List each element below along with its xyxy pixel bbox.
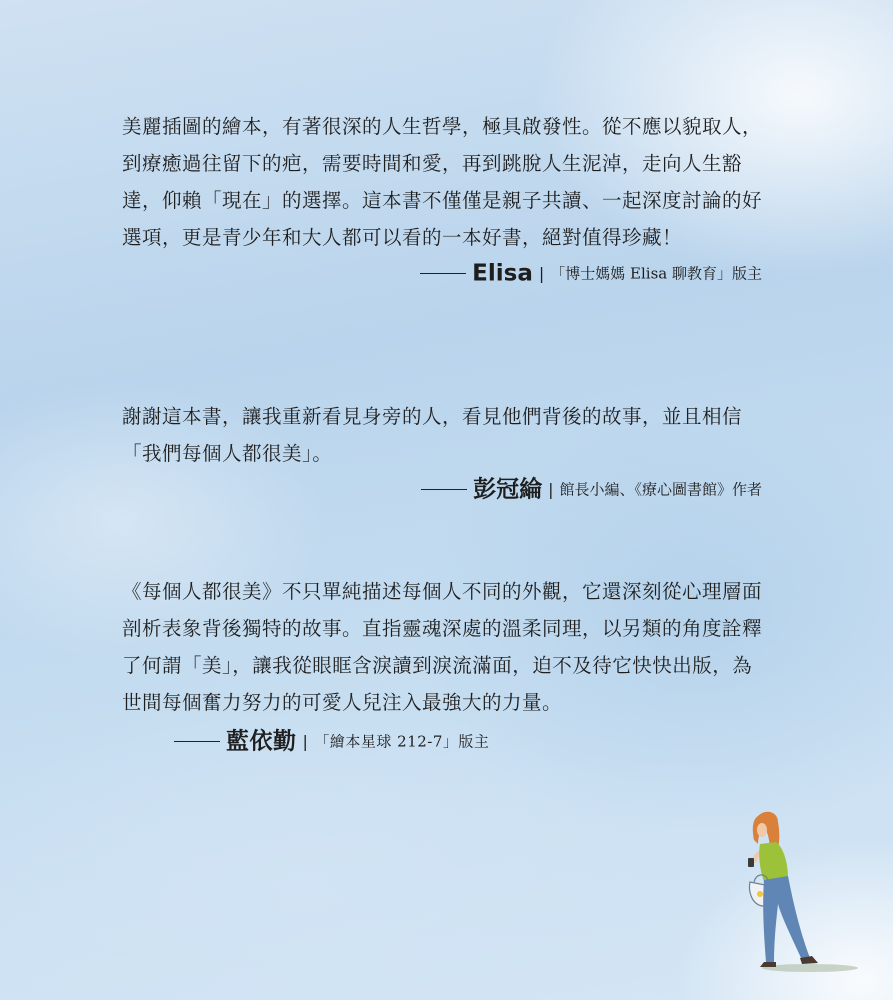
endorsement-quote-3 <box>122 573 762 758</box>
jeans-shape <box>763 876 810 962</box>
em-dash-line <box>420 273 466 274</box>
quote-attribution <box>174 728 490 755</box>
quote-attribution <box>122 474 762 505</box>
shirt-shape <box>759 842 788 882</box>
phone-shape <box>748 858 754 867</box>
attribution-separator: | <box>538 263 545 283</box>
endorser-name: 彭冠綸 <box>473 476 543 503</box>
endorser-role: 「繪本星球 212-7」版主 <box>314 732 490 751</box>
bag-pattern <box>757 891 763 897</box>
attribution-separator: | <box>302 731 309 751</box>
attribution-separator: | <box>548 479 554 499</box>
left-shoe <box>760 962 776 967</box>
walking-girl-illustration <box>730 808 870 993</box>
endorser-name: Elisa <box>472 260 533 287</box>
endorser-name: 藍依勤 <box>226 728 297 755</box>
ground-shadow <box>762 964 858 972</box>
quote-text: 謝謝這本書，讓我重新看見身旁的人，看見他們背後的故事，並且相信「我們每個人都很美」。 <box>122 405 743 465</box>
face-shape <box>757 823 767 837</box>
endorsement-quote-2 <box>122 398 762 505</box>
endorser-role: 「博士媽媽 Elisa 聊教育」版主 <box>550 264 762 283</box>
endorser-role: 館長小編、《療心圖書館》作者 <box>559 480 762 499</box>
em-dash-line <box>421 489 467 490</box>
endorsement-quote-1 <box>122 108 762 289</box>
quote-attribution <box>122 258 762 289</box>
em-dash-line <box>174 741 220 742</box>
quote-text <box>122 573 762 758</box>
quote-text: 美麗插圖的繪本，有著很深的人生哲學，極具啟發性。從不應以貌取人，到療癒過往留下的疤，需要時間和愛，再到跳脫人生泥淖，走向人生豁達，仰賴「現在」的選擇。這本書不僅僅是親子共讀、一起深度討論的好選項，更是青少年和大人都可以看的一本好書，絕對值得珍藏！ <box>122 115 763 249</box>
quote-body: 《每個人都很美》不只單純描述每個人不同的外觀，它還深刻從心理層面剖析表象背後獨特的故事。直指靈魂深處的溫柔同理，以另類的角度詮釋了何謂「美」，讓我從眼眶含淚讀到淚流滿面，迫不及待它快快出版，為世間每個奮力努力的可愛人兒注入最強大的力量。 <box>122 580 763 714</box>
